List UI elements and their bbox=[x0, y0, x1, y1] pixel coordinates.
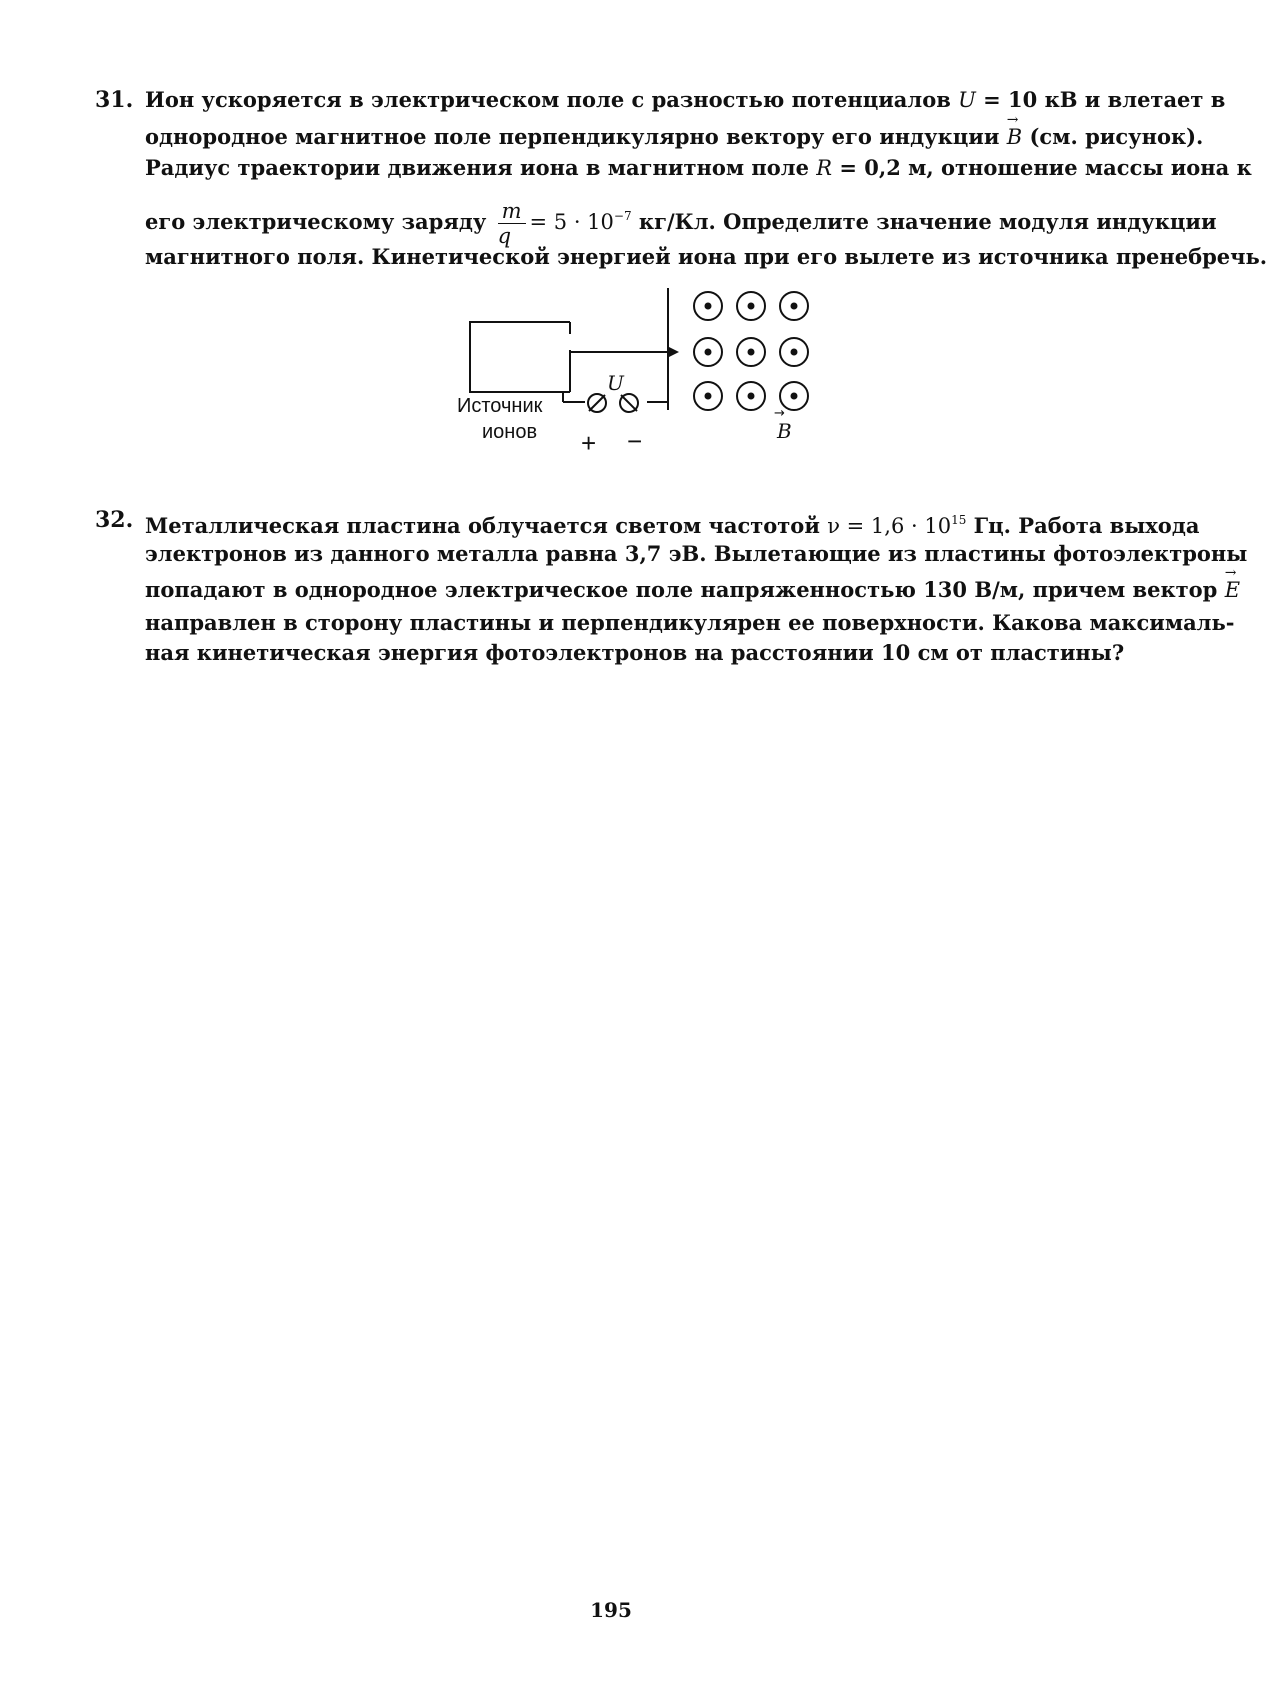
problem-text-line: попадают в однородное электрическое поле напряженностью 130 В/м, причем вектор → E bbox=[145, 575, 1195, 605]
vector-b-symbol: → B bbox=[1007, 122, 1022, 152]
problem-text-line: электронов из данного металла равна 3,7 эВ. Вылетающие из пластины фотоэлектроны bbox=[145, 541, 1248, 566]
field-dot-icon bbox=[748, 393, 755, 400]
problem-text-line: Радиус траектории движения иона в магнитном поле R = 0,2 м, отношение массы иона к bbox=[145, 155, 1252, 180]
mass-charge-fraction: $\frac{m}{q}$ bbox=[498, 199, 526, 248]
problem-text-line: Ион ускоряется в электрическом поле с разностью потенциалов U = 10 кВ и влетает в bbox=[145, 87, 1226, 112]
problem-number: 31. bbox=[95, 87, 134, 113]
problem-text-line: однородное магнитное поле перпендикулярно вектору его индукции → B (см. рисунок). bbox=[145, 122, 1195, 152]
field-dot-icon bbox=[748, 303, 755, 310]
problem-text-line: магнитного поля. Кинетической энергией иона при его вылете из источника пренебречь. bbox=[145, 244, 1267, 269]
problem-text-line: его электрическому заряду $\frac{m}{q}$ = $5 \cdot 10^{-7}$ кг/Кл. Определите значение модуля индукции bbox=[145, 199, 1217, 248]
source-label-line2: ионов bbox=[482, 421, 538, 443]
problem-number: 32. bbox=[95, 507, 134, 533]
field-dot-icon bbox=[705, 349, 712, 356]
field-dot-icon bbox=[705, 303, 712, 310]
field-dot-icon bbox=[791, 349, 798, 356]
vector-e-symbol: → E bbox=[1225, 575, 1240, 605]
terminal-minus bbox=[620, 394, 638, 412]
minus-sign: − bbox=[627, 426, 643, 456]
source-label-line1: Источник bbox=[457, 395, 543, 417]
field-dot-icon bbox=[791, 393, 798, 400]
terminal-plus bbox=[588, 394, 606, 412]
field-dot-icon bbox=[791, 303, 798, 310]
voltage-label: U bbox=[607, 371, 624, 395]
page-number: 195 bbox=[590, 1598, 632, 1622]
ion-source-diagram bbox=[455, 286, 855, 456]
problem-text-line: Металлическая пластина облучается светом частотой $\nu = 1,6 \cdot 10^{15}$ Гц. Работа выхода bbox=[145, 513, 1200, 538]
field-dot-icon bbox=[748, 349, 755, 356]
problem-text-line: ная кинетическая энергия фотоэлектронов на расстоянии 10 см от пластины? bbox=[145, 640, 1125, 665]
magnetic-field-grid bbox=[694, 292, 808, 410]
problem-text-line: направлен в сторону пластины и перпендикулярен ее поверхности. Какова максималь- bbox=[145, 610, 1235, 635]
vector-arrow-icon: → bbox=[774, 406, 785, 421]
plus-sign: + bbox=[581, 428, 597, 458]
field-label: B bbox=[777, 419, 792, 443]
field-dot-icon bbox=[705, 393, 712, 400]
